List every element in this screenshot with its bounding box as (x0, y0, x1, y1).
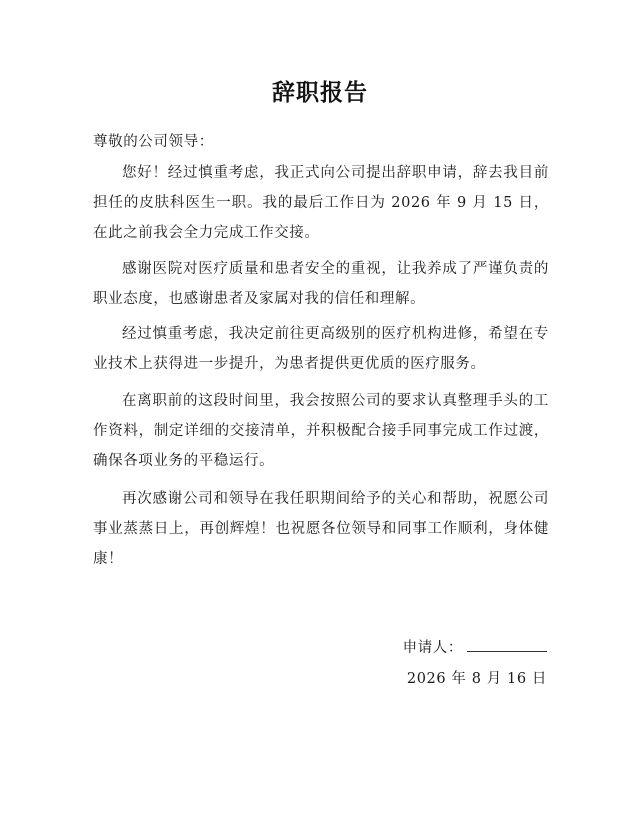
paragraph-intro: 您好！经过慎重考虑，我正式向公司提出辞职申请，辞去我目前担任的皮肤科医生一职。我的最后工作日为 2026 年 9 月 15 日，在此之前我会全力完成工作交接。 (93, 165, 549, 241)
paragraph-gratitude: 感谢医院对医疗质量和患者安全的重视，让我养成了严谨负责的职业态度，也感谢患者及家属对我的信任和理解。 (93, 261, 549, 307)
paragraph-reason: 经过慎重考虑，我决定前往更高级别的医疗机构进修，希望在专业技术上获得进一步提升，为患者提供更优质的医疗服务。 (93, 326, 549, 372)
signature-label: 申请人： (402, 640, 463, 656)
signature-line (403, 633, 547, 663)
signature-blank (467, 635, 547, 652)
document-title: 辞职报告 (272, 80, 368, 106)
paragraph-closing: 再次感谢公司和领导在我任职期间给予的关心和帮助，祝愿公司事业蒸蒸日上，再创辉煌！也祝愿各位领导和同事工作顺利，身体健康！ (93, 491, 549, 567)
paragraph-handover: 在离职前的这段时间里，我会按照公司的要求认真整理手头的工作资料，制定详细的交接清单，并积极配合接手同事完成工作过渡，确保各项业务的平稳运行。 (93, 393, 549, 469)
document-date: 2026 年 8 月 16 日 (406, 671, 547, 687)
salutation: 尊敬的公司领导： (93, 134, 214, 150)
